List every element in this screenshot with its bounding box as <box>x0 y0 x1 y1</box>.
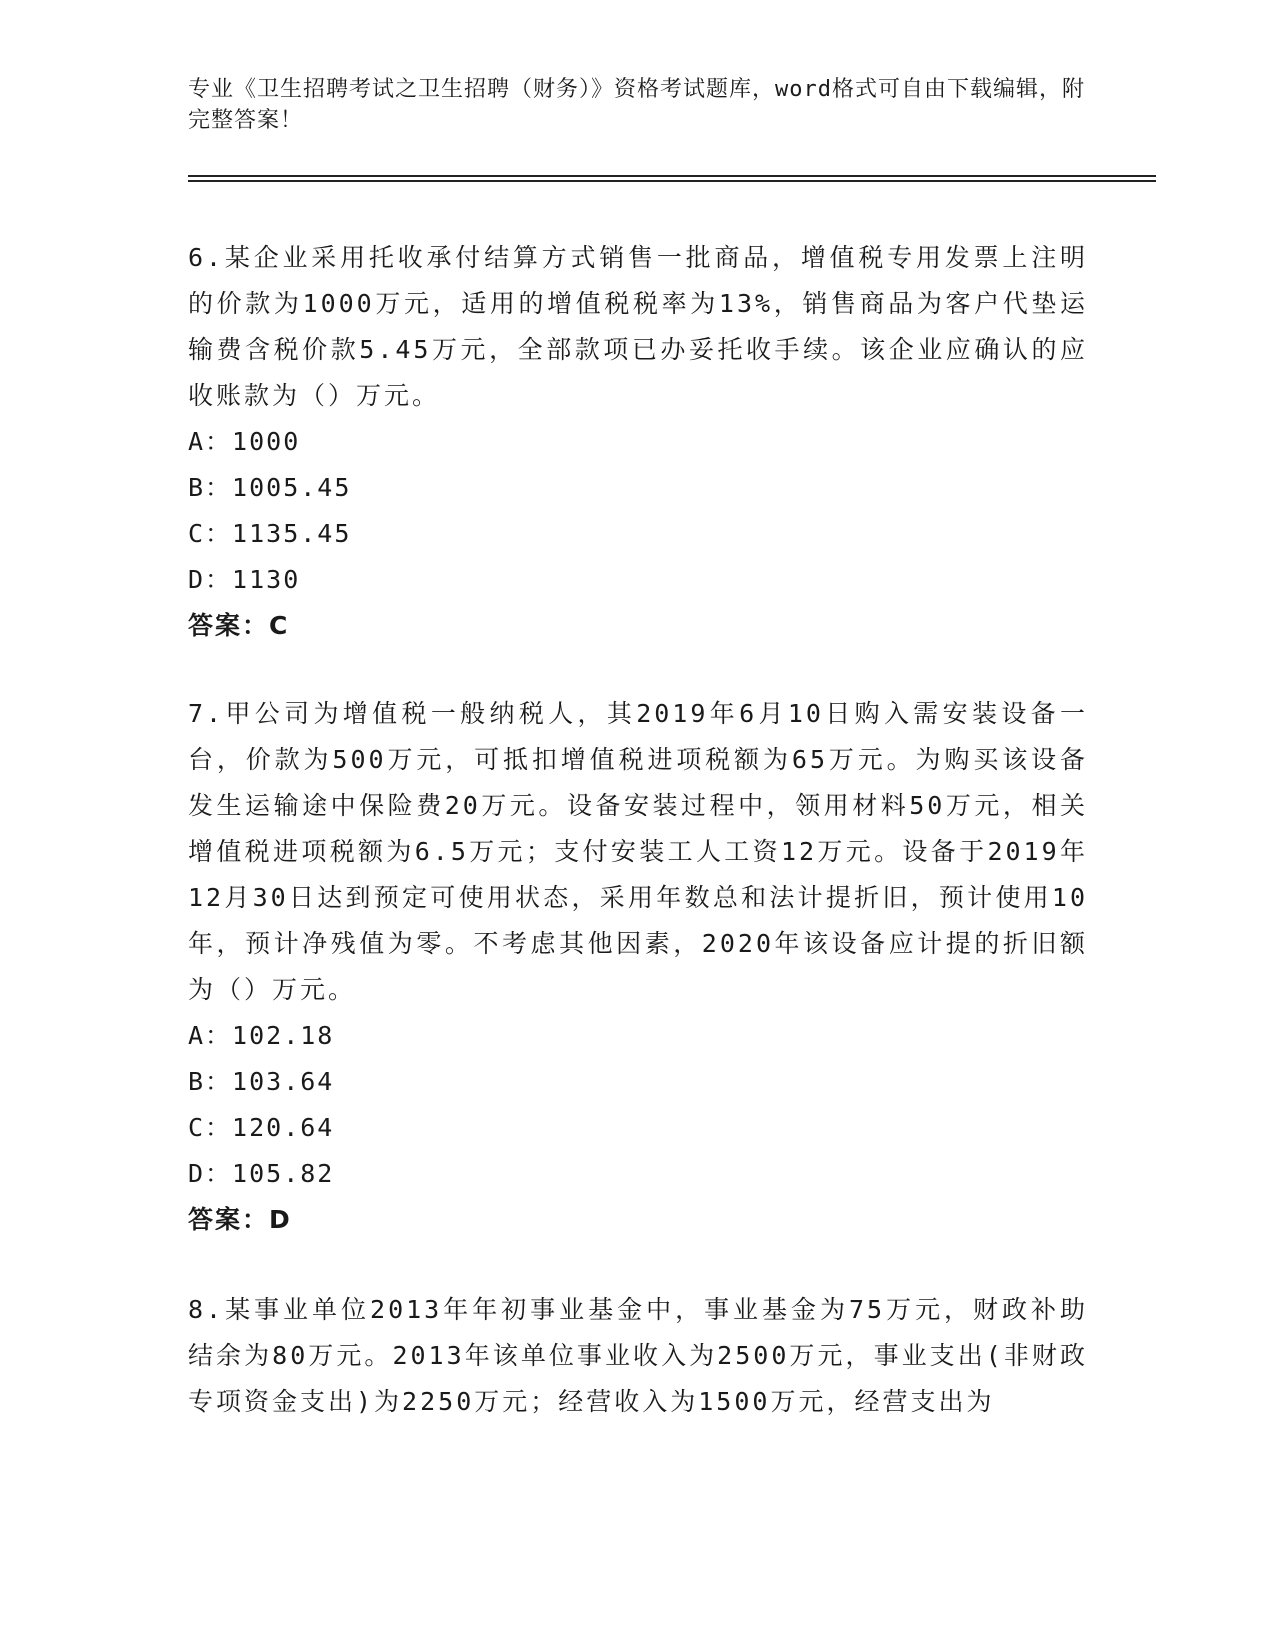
option-a: A：1000 <box>188 427 301 456</box>
answer-label: 答案：D <box>188 1205 292 1234</box>
option-d: D：1130 <box>188 565 301 594</box>
question-stem: 8.某事业单位2013年年初事业基金中，事业基金为75万元，财政补助结余为80万元。2013年该单位事业收入为2500万元，事业支出(非财政专项资金支出)为2250万元；经营收入为1500万元，经营支出为 <box>188 1295 1088 1416</box>
question-6 <box>188 235 1088 649</box>
option-d: D：105.82 <box>188 1159 335 1188</box>
option-b: B：1005.45 <box>188 473 352 502</box>
header-divider-top <box>188 175 1156 177</box>
header-text: 专业《卫生招聘考试之卫生招聘（财务）》资格考试题库，word格式可自由下载编辑，附完整答案！ <box>188 77 1085 133</box>
question-8 <box>188 1287 1088 1425</box>
header-divider-bottom <box>188 180 1156 182</box>
option-c: C：120.64 <box>188 1113 335 1142</box>
answer-label: 答案：C <box>188 611 290 640</box>
option-b: B：103.64 <box>188 1067 335 1096</box>
option-a: A：102.18 <box>188 1021 335 1050</box>
question-7 <box>188 691 1088 1243</box>
question-stem: 7.甲公司为增值税一般纳税人，其2019年6月10日购入需安装设备一台，价款为500万元，可抵扣增值税进项税额为65万元。为购买该设备发生运输途中保险费20万元。设备安装过程中，领用材料50万元，相关增值税进项税额为6.5万元；支付安装工人工资12万元。设备于2019年12月30日达到预定可使用状态，采用年数总和法计提折旧，预计使用10年，预计净残值为零。不考虑其他因素，2020年该设备应计提的折旧额为（）万元。 <box>188 699 1088 1004</box>
question-stem: 6.某企业采用托收承付结算方式销售一批商品，增值税专用发票上注明的价款为1000万元，适用的增值税税率为13%，销售商品为客户代垫运输费含税价款5.45万元，全部款项已办妥托收手续。该企业应确认的应收账款为（）万元。 <box>188 243 1088 410</box>
option-c: C：1135.45 <box>188 519 352 548</box>
document-header <box>188 74 1088 136</box>
